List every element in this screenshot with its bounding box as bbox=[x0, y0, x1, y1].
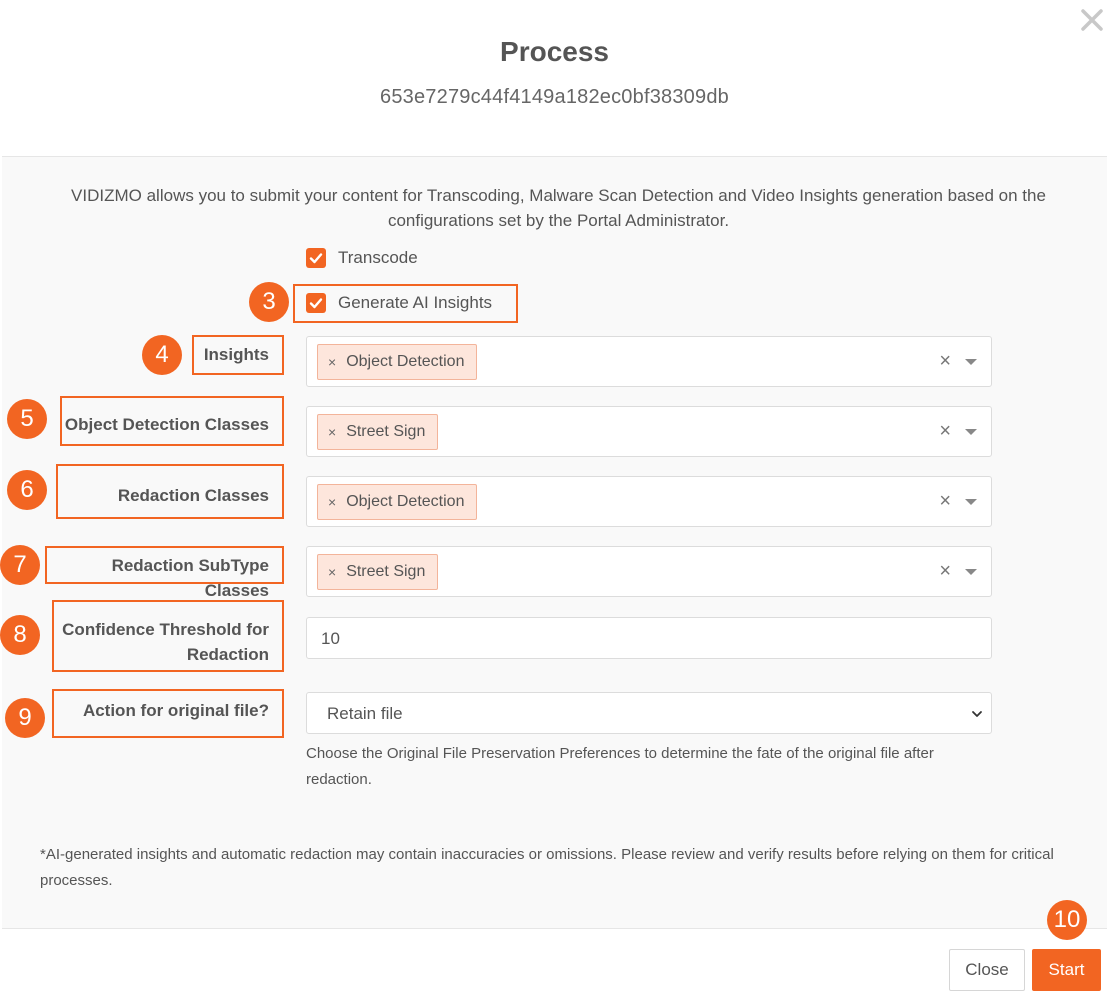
chevron-down-icon bbox=[971, 708, 983, 720]
intro-text: VIDIZMO allows you to submit your content for Transcoding, Malware Scan Detection and Video Insights generation based on the configurations set by the Portal Administrator. bbox=[71, 186, 1046, 230]
insights-select[interactable] bbox=[306, 336, 992, 387]
generate-ai-insights-checkbox[interactable] bbox=[306, 293, 326, 313]
clear-icon[interactable]: × bbox=[939, 490, 951, 512]
close-icon[interactable] bbox=[1080, 8, 1108, 36]
confidence-threshold-input[interactable]: 10 bbox=[306, 617, 992, 659]
redaction-subtype-classes-label: Redaction SubType Classes bbox=[111, 556, 269, 600]
clear-icon[interactable]: × bbox=[939, 560, 951, 582]
selected-tag bbox=[317, 484, 477, 520]
selected-tag bbox=[317, 554, 438, 590]
confidence-threshold-label-line1: Confidence Threshold for bbox=[62, 620, 269, 639]
chevron-down-icon[interactable] bbox=[965, 499, 977, 505]
confidence-threshold-label bbox=[60, 617, 269, 667]
media-id: 653e7279c44f4149a182ec0bf38309db bbox=[380, 86, 729, 108]
redaction-subtype-classes-select[interactable] bbox=[306, 546, 992, 597]
remove-tag-icon[interactable]: × bbox=[328, 354, 337, 370]
original-file-action-label: Action for original file? bbox=[82, 701, 269, 720]
object-detection-classes-label: Object Detection Classes bbox=[64, 415, 269, 434]
original-file-action-help: Choose the Original File Preservation Preferences to determine the fate of the original file after redaction. bbox=[306, 745, 934, 788]
selected-tag bbox=[317, 344, 477, 380]
callout-badge: 10 bbox=[1047, 900, 1087, 940]
chevron-down-icon[interactable] bbox=[965, 569, 977, 575]
clear-icon[interactable]: × bbox=[939, 350, 951, 372]
callout-badge: 5 bbox=[7, 399, 47, 439]
callout-badge: 4 bbox=[142, 335, 182, 375]
original-file-action-select[interactable] bbox=[306, 692, 992, 734]
chevron-down-icon[interactable] bbox=[965, 429, 977, 435]
generate-ai-insights-option[interactable] bbox=[306, 293, 492, 313]
close-button[interactable]: Close bbox=[949, 949, 1025, 991]
tag-label: Street Sign bbox=[346, 423, 426, 440]
redaction-classes-label: Redaction Classes bbox=[117, 486, 269, 505]
tag-label: Object Detection bbox=[346, 493, 465, 510]
callout-badge: 9 bbox=[5, 698, 45, 738]
remove-tag-icon[interactable]: × bbox=[328, 494, 337, 510]
dialog-title: Process bbox=[500, 36, 609, 67]
ai-disclaimer: *AI-generated insights and automatic redaction may contain inaccuracies or omissions. Please review and verify results before relying on them for critical processes. bbox=[40, 846, 1054, 889]
start-button[interactable]: Start bbox=[1032, 949, 1101, 991]
transcode-option[interactable] bbox=[306, 248, 418, 268]
transcode-label: Transcode bbox=[338, 248, 418, 267]
original-file-action-value: Retain file bbox=[327, 704, 403, 723]
chevron-down-icon[interactable] bbox=[965, 359, 977, 365]
confidence-threshold-label-line2: Redaction bbox=[186, 645, 269, 664]
object-detection-classes-select[interactable] bbox=[306, 406, 992, 457]
callout-badge: 8 bbox=[0, 615, 40, 655]
generate-ai-insights-label: Generate AI Insights bbox=[338, 293, 493, 312]
insights-label: Insights bbox=[203, 345, 269, 364]
remove-tag-icon[interactable]: × bbox=[328, 424, 337, 440]
selected-tag bbox=[317, 414, 438, 450]
clear-icon[interactable]: × bbox=[939, 420, 951, 442]
transcode-checkbox[interactable] bbox=[306, 248, 326, 268]
tag-label: Street Sign bbox=[346, 563, 426, 580]
callout-badge: 7 bbox=[0, 545, 40, 585]
dialog-body bbox=[2, 156, 1107, 929]
redaction-classes-select[interactable] bbox=[306, 476, 992, 527]
callout-badge: 6 bbox=[7, 470, 47, 510]
tag-label: Object Detection bbox=[346, 353, 465, 370]
remove-tag-icon[interactable]: × bbox=[328, 564, 337, 580]
callout-badge: 3 bbox=[249, 282, 289, 322]
